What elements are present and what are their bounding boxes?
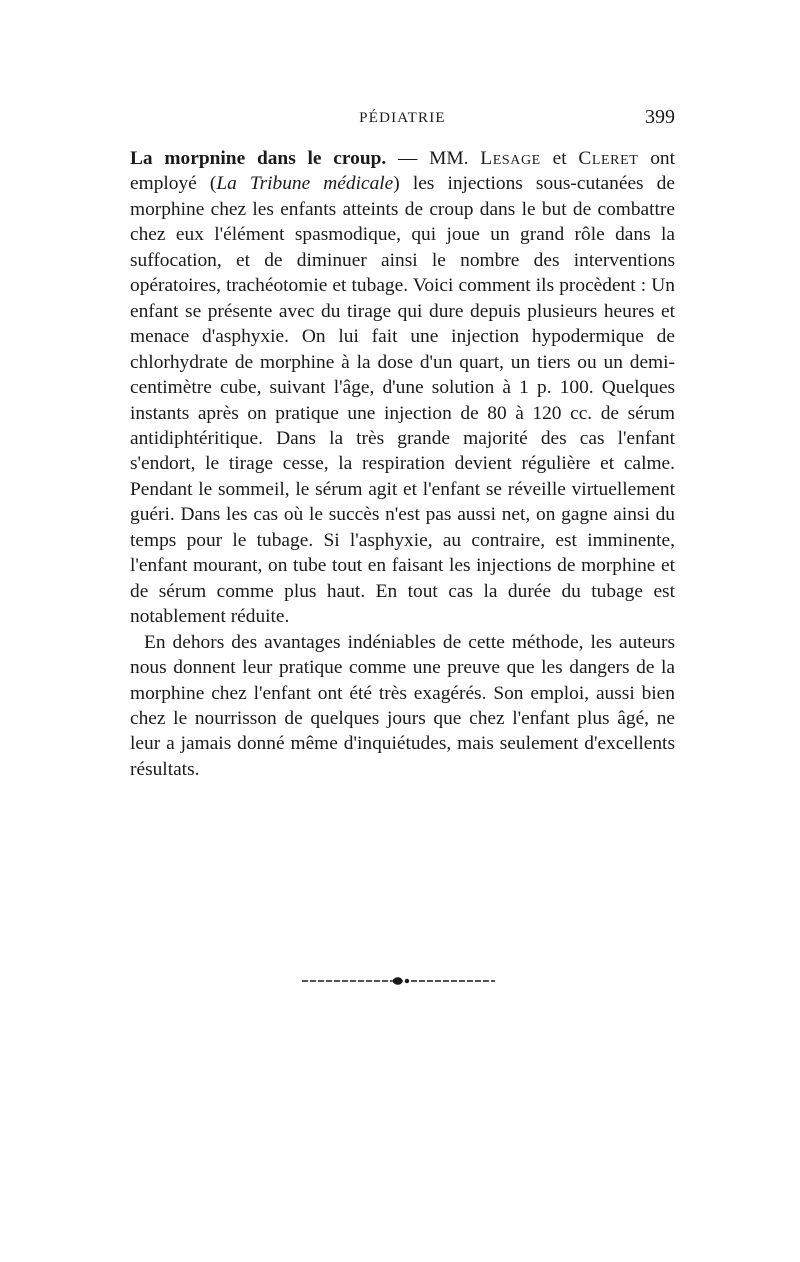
paragraph-2: En dehors des avantages indéniables de cette méthode, les auteurs nous donnent leur pratique comme une preuve que les dangers de la morphine chez l'enfant ont été très exagérés. Son emploi, aussi bien chez le nourrisson de quelques jours que chez l'enfant plus âgé, ne leur a jamais donné même d'inquiétudes, mais seulement d'excellents résultats.: [130, 631, 675, 780]
source-citation: La Tribune médicale: [216, 173, 394, 195]
page-number: 399: [645, 106, 675, 128]
paragraph-1-text: ) les injections sous-cutanées de morphine chez les enfants atteints de croup dans le but de combattre chez eux l'élément spasmodique, qui joue un grand rôle dans la suffocation, et de diminuer ainsi le nombre des interventions opératoires, trachéotomie et tubage. Voici comment ils procèdent : Un enfant se présente avec du tirage qui dure depuis plusieurs heures et menace d'asphyxie. On lui fait une injection hypodermique de chlorhydrate de morphine à la dose d'un quart, un tiers ou un demi-centimètre cube, suivant l'âge, d'une solution à 1 p. 100. Quelques instants après on pratique une injection de 80 à 120 cc. de sérum antidiphtéritique. Dans la très grande majorité des cas l'enfant s'endort, le tirage cesse, la respiration devient régulière et calme. Pendant le sommeil, le sérum agit et l'enfant se réveille virtuellement guéri. Dans les cas où le succès n'est pas aussi net, on gagne ainsi du temps pour le tubage. Si l'asphyxie, au contraire, est imminente, l'enfant mourant, on tube tout en faisant les injections de morphine et de sérum comme plus haut. En tout cas la durée du tubage est notablement réduite.: [130, 173, 675, 628]
authors-prefix: MM.: [429, 148, 481, 169]
running-title: PÉDIATRIE: [359, 110, 446, 126]
ornament-graphic: [300, 968, 500, 992]
author-name: Lesage: [480, 148, 541, 169]
author-name: Cleret: [578, 148, 639, 169]
title-dash: —: [386, 148, 430, 169]
running-head: [130, 104, 675, 134]
section-end-ornament-icon: [300, 968, 500, 992]
after-authors-text: ont employé (: [130, 148, 675, 195]
paragraph-1: [130, 146, 675, 630]
article-body: [130, 146, 675, 782]
conjunction: et: [540, 148, 579, 169]
article-title: La morpnine dans le croup.: [130, 148, 387, 169]
